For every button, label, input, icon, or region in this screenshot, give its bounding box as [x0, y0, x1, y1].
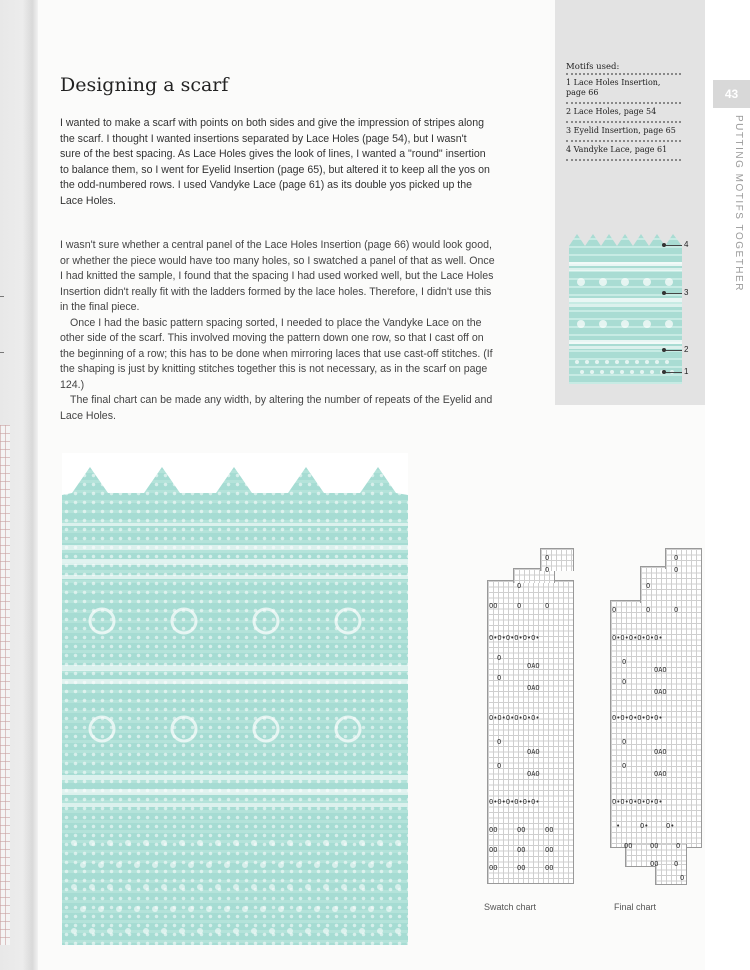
- svg-text:O•: O•: [666, 822, 675, 830]
- svg-text:OO: OO: [517, 826, 526, 834]
- section-title-vertical: PUTTING MOTIFS TOGETHER: [733, 115, 744, 292]
- page-number: 43: [713, 80, 750, 108]
- swatch-chart-caption: Swatch chart: [484, 902, 537, 912]
- motif-list: [566, 73, 681, 163]
- svg-text:O: O: [622, 658, 627, 666]
- svg-text:O•: O•: [640, 822, 649, 830]
- gutter-tick: [0, 296, 4, 297]
- svg-text:O: O: [674, 860, 679, 868]
- svg-text:O•O•O•O•O•O•: O•O•O•O•O•O•: [612, 634, 663, 642]
- svg-text:O: O: [497, 762, 502, 770]
- swatch-chart-symbols: [487, 548, 573, 883]
- svg-text:O: O: [646, 606, 651, 614]
- callout-label-3: 3: [684, 288, 689, 297]
- motif-item-3: 3 Eyelid Insertion, page 65: [566, 121, 681, 140]
- page-heading: Designing a scarf: [60, 74, 229, 96]
- svg-text:OO: OO: [489, 864, 498, 872]
- callout-line-1: [664, 372, 682, 373]
- scarf-swatch-texture: [62, 453, 408, 945]
- svg-text:O: O: [517, 602, 522, 610]
- motif-item-4: 4 Vandyke Lace, page 61: [566, 140, 681, 159]
- svg-text:•: •: [616, 822, 621, 830]
- intro-paragraph: I wanted to make a scarf with points on both sides and give the impression of stripes along the scarf. I thought I wanted insertions separated by Lace Holes (page 54), but I wasn't sure of the best spacing. As Lace Holes gives the look of lines, I wanted a "round" insertion to balance them, so I went for Eyelid Insertion (page 65), but altered it to keep all the yos on the odd-numbered rows. I used Vandyke Lace (page 61) as its double yos picked up the Lace Holes.: [60, 117, 490, 207]
- body-paragraph: The final chart can be made any width, by altering the number of repeats of the Eyelid and Lace Holes.: [60, 394, 493, 422]
- svg-text:O: O: [622, 738, 627, 746]
- final-chart-caption: Final chart: [614, 902, 657, 912]
- body-paragraph: I wasn't sure whether a central panel of the Lace Holes Insertion (page 66) would look good, or whether the piece would have too many holes, so I swatched a panel of that as well. Once I had knitted the sample, I found that the spacing I had used worked well, but the Lace Holes Insertion didn't really fit with the ladders formed by the lace holes. Therefore, I didn't use this in the final piece.: [60, 239, 495, 313]
- callout-dot-4: [662, 243, 666, 247]
- body-text: [60, 238, 500, 424]
- svg-text:OAO: OAO: [654, 666, 667, 674]
- motif-item-1: 1 Lace Holes Insertion, page 66: [566, 73, 681, 102]
- svg-text:OO: OO: [489, 846, 498, 854]
- final-chart-symbols: [610, 548, 701, 885]
- svg-text:OO: OO: [489, 826, 498, 834]
- svg-text:O: O: [497, 738, 502, 746]
- svg-text:OAO: OAO: [654, 770, 667, 778]
- svg-text:O: O: [545, 602, 550, 610]
- body-paragraph: Once I had the basic pattern spacing sorted, I needed to place the Vandyke Lace on the other side of the scarf. This involved moving the pattern down one row, so that I cast off on the beginning of a row; this has to be done when mirroring laces that use cast-off stitches. (If the shaping is just by knitting stitches together this is not necessary, as in the scarf on page 124.): [60, 316, 493, 391]
- svg-text:O: O: [674, 606, 679, 614]
- svg-text:OO: OO: [545, 846, 554, 854]
- svg-text:O: O: [674, 554, 679, 562]
- motif-swatch-photo: [569, 232, 682, 384]
- svg-text:O: O: [646, 582, 651, 590]
- callout-label-4: 4: [684, 240, 689, 249]
- svg-text:O: O: [497, 654, 502, 662]
- svg-text:OO: OO: [650, 842, 659, 850]
- callout-line-2: [664, 350, 682, 351]
- callout-label-1: 1: [684, 367, 689, 376]
- callout-line-4: [664, 245, 682, 246]
- svg-text:OO: OO: [650, 860, 659, 868]
- callout-label-2: 2: [684, 345, 689, 354]
- svg-text:O: O: [622, 762, 627, 770]
- motifs-title: Motifs used:: [566, 62, 620, 72]
- svg-text:O•O•O•O•O•O•: O•O•O•O•O•O•: [612, 714, 663, 722]
- svg-text:OO: OO: [517, 864, 526, 872]
- svg-text:OAO: OAO: [527, 770, 540, 778]
- svg-text:OO: OO: [624, 842, 633, 850]
- svg-text:O•O•O•O•O•O•: O•O•O•O•O•O•: [489, 714, 540, 722]
- callout-line-3: [664, 293, 682, 294]
- callout-dot-3: [662, 291, 666, 295]
- svg-text:OAO: OAO: [527, 748, 540, 756]
- svg-text:OO: OO: [517, 846, 526, 854]
- svg-text:OAO: OAO: [527, 662, 540, 670]
- svg-text:O: O: [545, 566, 550, 574]
- page-gutter: [0, 0, 38, 970]
- svg-text:O•O•O•O•O•O•: O•O•O•O•O•O•: [489, 798, 540, 806]
- scarf-swatch-photo: [62, 453, 408, 945]
- svg-text:O: O: [517, 582, 522, 590]
- motif-item-2: 2 Lace Holes, page 54: [566, 102, 681, 121]
- callout-dot-1: [662, 370, 666, 374]
- svg-text:OAO: OAO: [527, 684, 540, 692]
- svg-text:OO: OO: [545, 826, 554, 834]
- svg-text:O: O: [545, 554, 550, 562]
- svg-text:O•O•O•O•O•O•: O•O•O•O•O•O•: [489, 634, 540, 642]
- svg-text:O: O: [612, 606, 617, 614]
- svg-text:O: O: [680, 874, 685, 882]
- callout-dot-2: [662, 348, 666, 352]
- svg-text:O: O: [674, 566, 679, 574]
- svg-text:O•O•O•O•O•O•: O•O•O•O•O•O•: [612, 798, 663, 806]
- previous-page-chart-edge: [0, 425, 10, 945]
- svg-text:O: O: [622, 678, 627, 686]
- svg-text:OAO: OAO: [654, 688, 667, 696]
- svg-text:OAO: OAO: [654, 748, 667, 756]
- svg-text:OO: OO: [489, 602, 498, 610]
- motif-list-end-rule: [566, 159, 681, 163]
- gutter-tick: [0, 352, 4, 353]
- svg-text:OO: OO: [545, 864, 554, 872]
- svg-text:O: O: [676, 842, 681, 850]
- svg-text:O: O: [497, 674, 502, 682]
- swatch-small-texture: [569, 232, 682, 384]
